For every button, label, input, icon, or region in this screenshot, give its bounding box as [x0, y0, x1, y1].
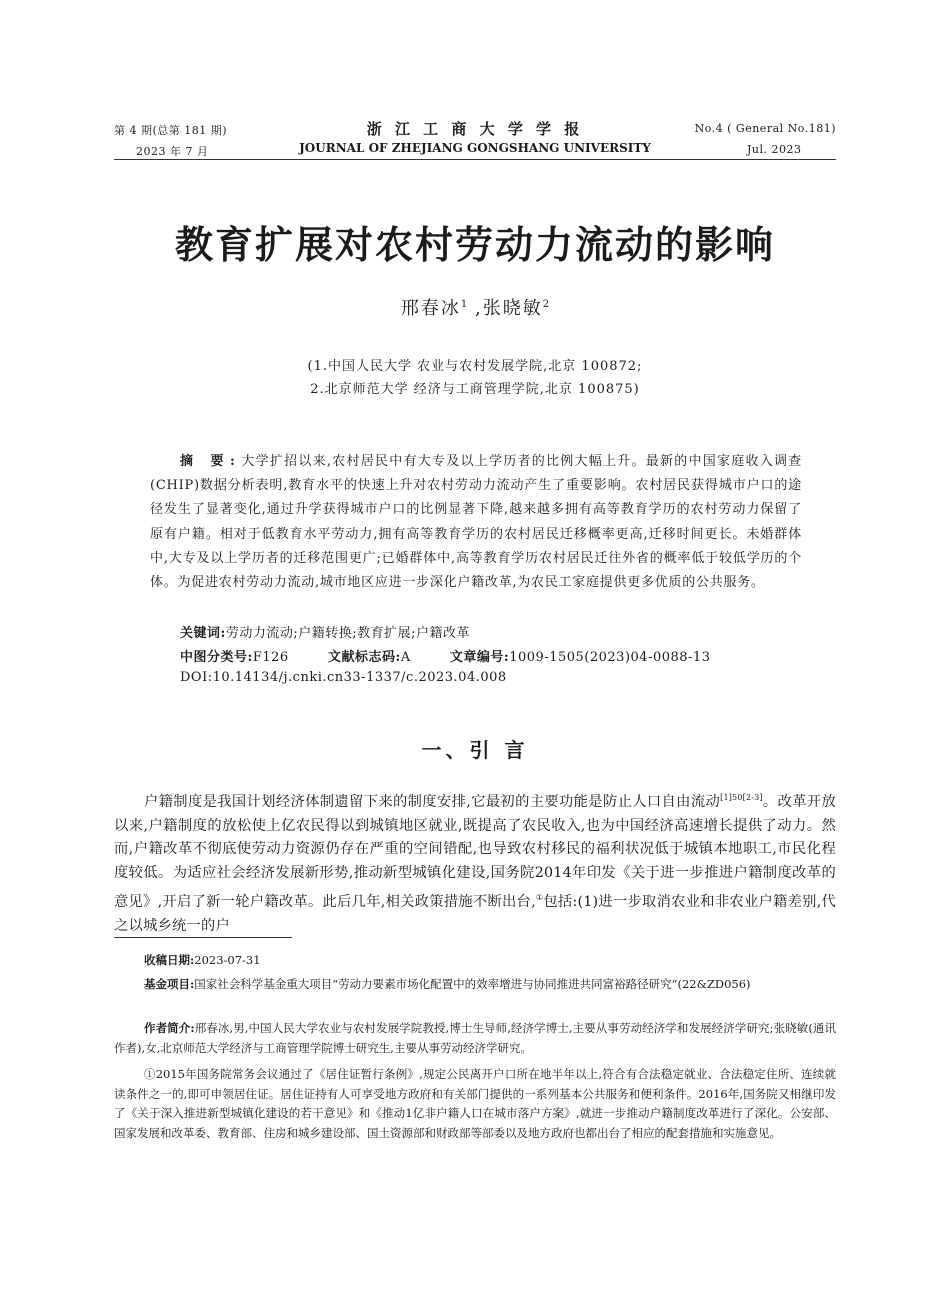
journal-title-cn: 浙 江 工 商 大 学 学 报: [366, 120, 584, 138]
author-2-affil: 2: [542, 299, 550, 310]
received-label: 收稿日期:: [144, 953, 195, 967]
doc-code-label: 文献标志码:: [327, 650, 401, 665]
issue-date: 2023 年 7 月: [136, 145, 209, 158]
footnote-1: ①2015年国务院常务会议通过了《居住证暂行条例》,规定公民离开户口所在地半年以上,符合有合法稳定就业、合法稳定住所、连续就读条件之一的,即可申领居住证。居住证持有人可享受地方政府和有关部门提供的一系列基本公共服务和便利条件。2016年,国务院又相继印发了《关于深入推进新型城镇化建设的若干意见》和《推动1亿非户籍人口在城市落户方案》,就进一步推动户籍制度改革进行了深化。公安部、国家发展和改革委、教育部、住房和城乡建设部、国土资源部和财政部等部委以及地方政府也都出台了相应的配套措施和实施意见。: [114, 1067, 836, 1140]
author-separator: ,: [467, 298, 483, 319]
intro-paragraph: [114, 786, 836, 938]
affiliation-2: 2.北京师范大学 经济与工商管理学院,北京 100875): [310, 382, 640, 397]
affiliation-1: (1.中国人民大学 农业与农村发展学院,北京 100872;: [307, 359, 643, 374]
author-bio: [114, 1019, 836, 1058]
intro-text-2: 。改革开放以来,户籍制度的放松使上亿农民得以到城镇地区就业,既提高了农民收入,也为中国经济高速增长提供了动力。然而,户籍改革不彻底使劳动力资源仍存在严重的空间错配,也导致农村移民的福利状况低于城镇本地职工,市民化程度较低。为适应社会经济发展新形势,推动新型城镇化建设,国务院2014年印发《关于进一步推进户籍制度改革的意见》,开启了新一轮户籍改革。此后几年,相关政策措施不断出台,: [114, 793, 836, 910]
article-title: 教育扩展对农村劳动力流动的影响: [174, 222, 775, 267]
footnote-mark: ①: [535, 892, 544, 902]
section-heading: 一、引 言: [421, 738, 529, 762]
journal-title-en: JOURNAL OF ZHEJIANG GONGSHANG UNIVERSITY: [299, 141, 651, 155]
doc-code-value: A: [400, 650, 411, 665]
abstract-text: 大学扩招以来,农村居民中有大专及以上学历者的比例大幅上升。最新的中国家庭收入调查(CHIP)数据分析表明,教育水平的快速上升对农村劳动力流动产生了重要影响。农村居民获得城市户口的途径发生了显著变化,通过升学获得城市户口的比例显著下降,越来越多拥有高等教育学历的农村劳动力保留了原有户籍。相对于低教育水平劳动力,拥有高等教育学历的农村居民迁移概率更高,迁移时间更长。未婚群体中,大专及以上学历者的迁移范围更广;已婚群体中,高等教育学历农村居民迁往外省的概率低于较低学历的个体。为促进农村劳动力流动,城市地区应进一步深化户籍改革,为农民工家庭提供更多优质的公共服务。: [150, 454, 802, 591]
footnote-rule: [114, 937, 292, 938]
doi: DOI:10.14134/j.cnki.cn33-1337/c.2023.04.008: [180, 670, 507, 685]
fund-label: 基金项目:: [144, 977, 195, 991]
intro-text-1: 户籍制度是我国计划经济体制遗留下来的制度安排,它最初的主要功能是防止人口自由流动: [144, 793, 721, 810]
clc-label: 中图分类号:: [180, 650, 253, 665]
keywords: [180, 622, 470, 641]
article-number-label: 文章编号:: [449, 650, 510, 665]
author-1-affil: 1: [460, 299, 468, 310]
abstract-label: 摘 要:: [180, 454, 241, 469]
intro-text-3: 包括:(1)进一步取消农业和非农业户籍差别,代之以城乡统一的户: [114, 893, 836, 934]
classification-line: [180, 646, 820, 665]
received-date: [114, 951, 836, 971]
issue-number-en: No.4 ( General No.181): [694, 122, 836, 135]
keywords-label: 关键词:: [180, 626, 226, 641]
received-value: 2023-07-31: [194, 953, 261, 967]
clc-value: F126: [252, 650, 289, 665]
fund-info: [114, 975, 836, 995]
keywords-text: 劳动力流动;户籍转换;教育扩展;户籍改革: [225, 626, 470, 641]
issue-number: 第 4 期(总第 181 期): [114, 124, 228, 137]
citation-ref: [1]50[2-3]: [720, 793, 763, 802]
article-number-value: 1009-1505(2023)04-0088-13: [509, 650, 711, 665]
author-1: 邢春冰: [400, 298, 461, 319]
authors: [0, 294, 950, 320]
fund-value: 国家社会科学基金重大项目“劳动力要素市场化配置中的效率增进与协同推进共同富裕路径研究”(22&ZD056): [194, 977, 751, 991]
issue-date-en: Jul. 2023: [747, 143, 802, 156]
author-bio-label: 作者简介:: [144, 1021, 195, 1035]
author-bio-value: 邢春冰,男,中国人民大学农业与农村发展学院教授,博士生导师,经济学博士,主要从事劳动经济学和发展经济学研究;张晓敏(通讯作者),女,北京师范大学经济与工商管理学院博士研究生,主要从事劳动经济学研究。: [114, 1021, 837, 1055]
abstract: [150, 450, 802, 595]
header-rule: [114, 159, 836, 160]
author-2: 张晓敏: [482, 298, 543, 319]
